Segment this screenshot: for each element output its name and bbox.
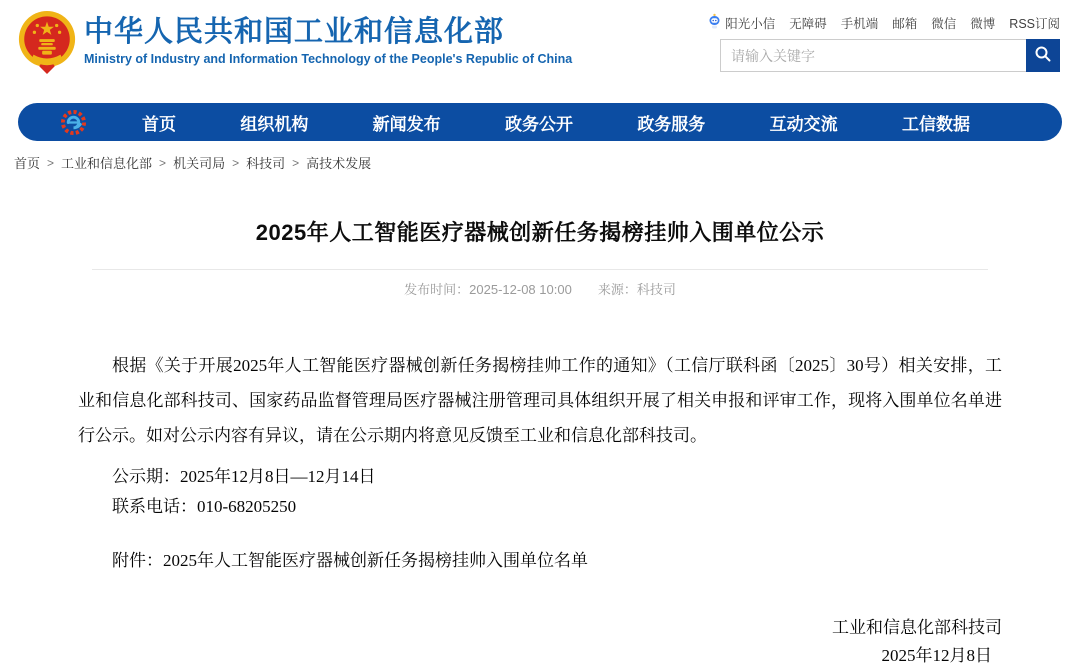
breadcrumb-science-tech-dept[interactable]: 科技司 — [246, 156, 286, 171]
top-link-rss[interactable]: RSS订阅 — [1009, 16, 1060, 31]
nav-item-news[interactable]: 新闻发布 — [372, 114, 441, 134]
search-input[interactable] — [720, 39, 1026, 72]
signature-block — [78, 614, 1002, 664]
robot-assistant-icon — [707, 13, 722, 32]
publish-time-label: 发布时间： — [404, 282, 470, 297]
top-link-mail[interactable]: 邮箱 — [892, 16, 918, 31]
site-title-chinese: 中华人民共和国工业和信息化部 — [84, 16, 505, 48]
site-title-block — [84, 16, 572, 66]
signature-organization: 工业和信息化部科技司 — [832, 618, 1002, 637]
search-button[interactable] — [1026, 39, 1060, 72]
breadcrumb-departments[interactable]: 机关司局 — [173, 156, 226, 171]
contact-phone-line: 联系电话：010-68205250 — [112, 497, 297, 516]
breadcrumb-separator: > — [292, 155, 300, 170]
top-link-wechat[interactable]: 微信 — [931, 16, 957, 31]
breadcrumb — [14, 153, 1080, 172]
nav-item-interaction[interactable]: 互动交流 — [769, 114, 838, 134]
top-link-accessibility[interactable]: 无障碍 — [789, 16, 827, 31]
breadcrumb-separator: > — [232, 155, 240, 170]
nav-item-organization[interactable]: 组织机构 — [240, 114, 309, 134]
nav-item-gov-services[interactable]: 政务服务 — [637, 114, 706, 134]
breadcrumb-separator: > — [159, 155, 167, 170]
site-header — [0, 0, 1080, 90]
article — [0, 216, 1080, 664]
search-box — [720, 39, 1060, 72]
site-title-english: Ministry of Industry and Information Technology of the People's Republic of China — [84, 52, 573, 66]
article-body — [78, 348, 1002, 664]
article-title: 2025年人工智能医疗器械创新任务揭榜挂帅入围单位公示 — [255, 220, 825, 245]
top-link-weibo[interactable]: 微博 — [970, 16, 996, 31]
top-link-sunshine[interactable]: 阳光小信 — [707, 13, 775, 32]
publish-time-value: 2025-12-08 10:00 — [469, 282, 572, 297]
breadcrumb-miit[interactable]: 工业和信息化部 — [61, 156, 153, 171]
top-utility-links — [707, 13, 1060, 32]
source-value: 科技司 — [636, 282, 676, 297]
top-link-mobile[interactable]: 手机端 — [840, 16, 879, 31]
publicity-period-line: 公示期：2025年12月8日—12月14日 — [112, 467, 376, 486]
nav-item-miit-data[interactable]: 工信数据 — [901, 114, 970, 134]
article-meta — [0, 279, 1080, 298]
search-icon — [1034, 45, 1052, 66]
nav-item-gov-disclosure[interactable]: 政务公开 — [504, 114, 573, 134]
breadcrumb-separator: > — [47, 155, 55, 170]
breadcrumb-current-high-tech: 高技术发展 — [306, 156, 372, 171]
nav-items — [142, 110, 970, 135]
main-navigation — [18, 103, 1062, 141]
meta-divider — [92, 269, 988, 270]
signature-date: 2025年12月8日 — [881, 646, 992, 664]
nav-item-home[interactable]: 首页 — [142, 114, 176, 134]
miit-gear-logo-icon — [60, 109, 87, 136]
article-paragraph: 根据《关于开展2025年人工智能医疗器械创新任务揭榜挂帅工作的通知》（工信厅联科函〔2025〕30号）相关安排，工业和信息化部科技司、国家药品监督管理局医疗器械注册管理司具体组织开展了相关申报和评审工作，现将入围单位名单进行公示。如对公示内容有异议，请在公示期内将意见反馈至工业和信息化部科技司。 — [78, 356, 1002, 445]
source-label: 来源： — [597, 282, 637, 297]
national-emblem-icon — [16, 10, 78, 74]
attachment-link[interactable]: 附件：2025年人工智能医疗器械创新任务揭榜挂帅入围单位名单 — [112, 551, 588, 570]
breadcrumb-home[interactable]: 首页 — [14, 156, 41, 171]
